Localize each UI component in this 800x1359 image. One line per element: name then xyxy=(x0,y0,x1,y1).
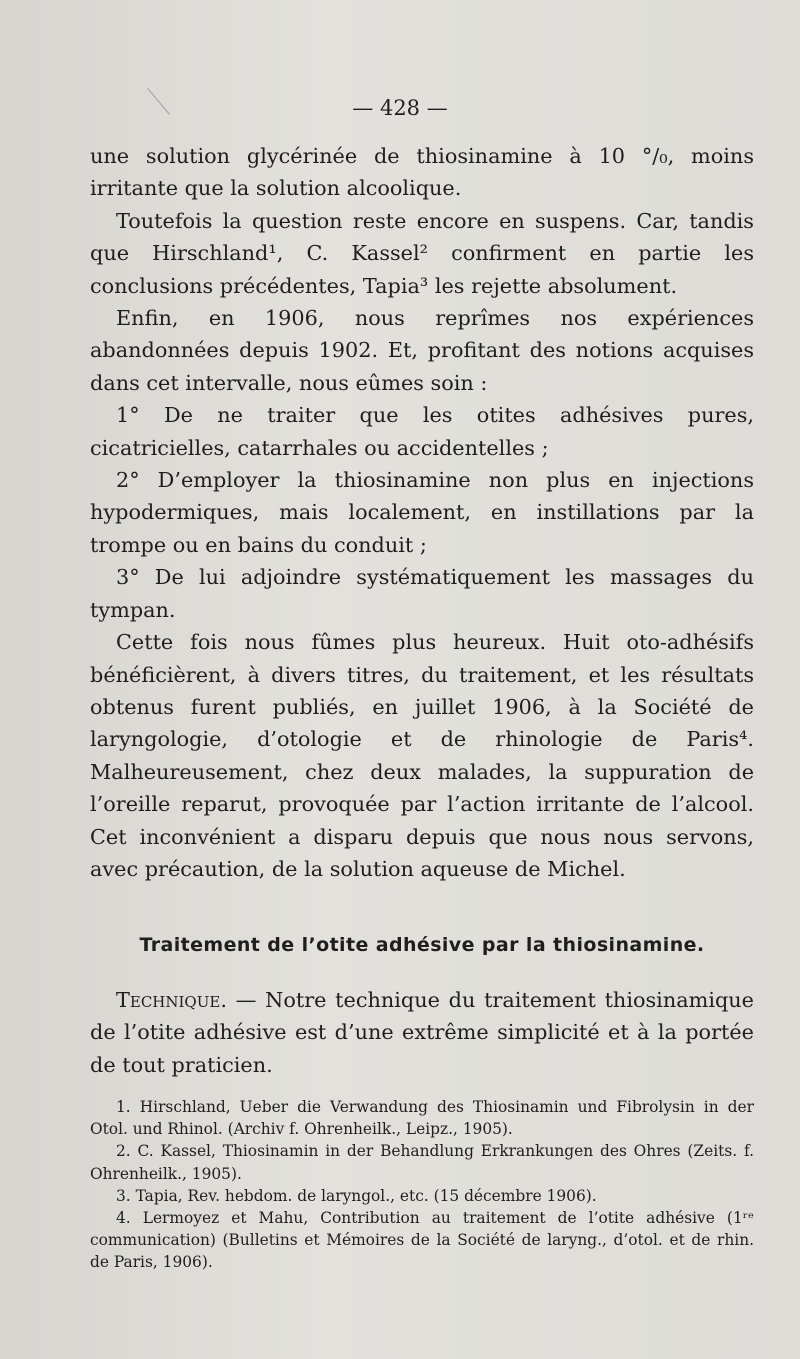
paragraph: une solution glycérinée de thiosinamine à 10 °/₀, moins irritante que la solution alcoolique. xyxy=(90,144,754,201)
footnote: 4. Lermoyez et Mahu, Contribution au traitement de l’otite adhésive (1ʳᵉ communication) (Bulletins et Mémoires de la Société de laryng., d’otol. et de rhin. de Paris, 1906). xyxy=(90,1209,754,1272)
paragraph: 2° D’employer la thiosinamine non plus en injections hypodermiques, mais localement, en instillations par la trompe ou en bains du conduit ; xyxy=(90,468,754,557)
paragraph: Enfin, en 1906, nous reprîmes nos expériences abandonnées depuis 1902. Et, profitant des notions acquises dans cet intervalle, nous eûmes soin : xyxy=(90,306,754,395)
section-heading: Traitement de l’otite adhésive par la thiosinamine. xyxy=(139,934,705,956)
footnote: 3. Tapia, Rev. hebdom. de laryngol., etc. (15 décembre 1906). xyxy=(116,1186,597,1205)
technique-text: — Notre technique du traitement thiosinamique de l’otite adhésive est d’une extrême simplicité et à la portée de tout praticien. xyxy=(90,988,754,1077)
technique-section xyxy=(90,984,754,1081)
paragraph: 1° De ne traiter que les otites adhésives pures, cicatricielles, catarrhales ou accidentelles ; xyxy=(90,403,754,460)
footnote: 2. C. Kassel, Thiosinamin in der Behandlung Erkrankungen des Ohres (Zeits. f. Ohrenheilk., 1905). xyxy=(90,1142,754,1183)
footnote: 1. Hirschland, Ueber die Verwandung des Thiosinamin und Fibrolysin in der Otol. und Rhinol. (Archiv f. Ohrenheilk., Leipz., 1905). xyxy=(90,1098,754,1139)
footnotes xyxy=(90,1096,754,1274)
main-text xyxy=(90,140,754,885)
technique-paragraph xyxy=(90,984,754,1081)
paragraph: Cette fois nous fûmes plus heureux. Huit oto-adhésifs bénéficièrent, à divers titres, du traitement, et les résultats obtenus furent publiés, en juillet 1906, à la Société de laryngologie, d’otologie et de rhinologie de Paris⁴. Malheureusement, chez deux malades, la suppuration de l’oreille reparut, provoquée par l’action irritante de l’alcool. Cet inconvénient a disparu depuis que nous nous servons, avec précaution, de la solution aqueuse de Michel. xyxy=(90,630,754,881)
paragraph: 3° De lui adjoindre systématiquement les massages du tympan. xyxy=(90,565,754,622)
technique-label: Technique. xyxy=(116,988,227,1012)
page-number: — 428 — xyxy=(352,96,448,120)
paragraph: Toutefois la question reste encore en suspens. Car, tandis que Hirschland¹, C. Kassel² confirment en partie les conclusions précédentes, Tapia³ les rejette absolument. xyxy=(90,208,754,298)
